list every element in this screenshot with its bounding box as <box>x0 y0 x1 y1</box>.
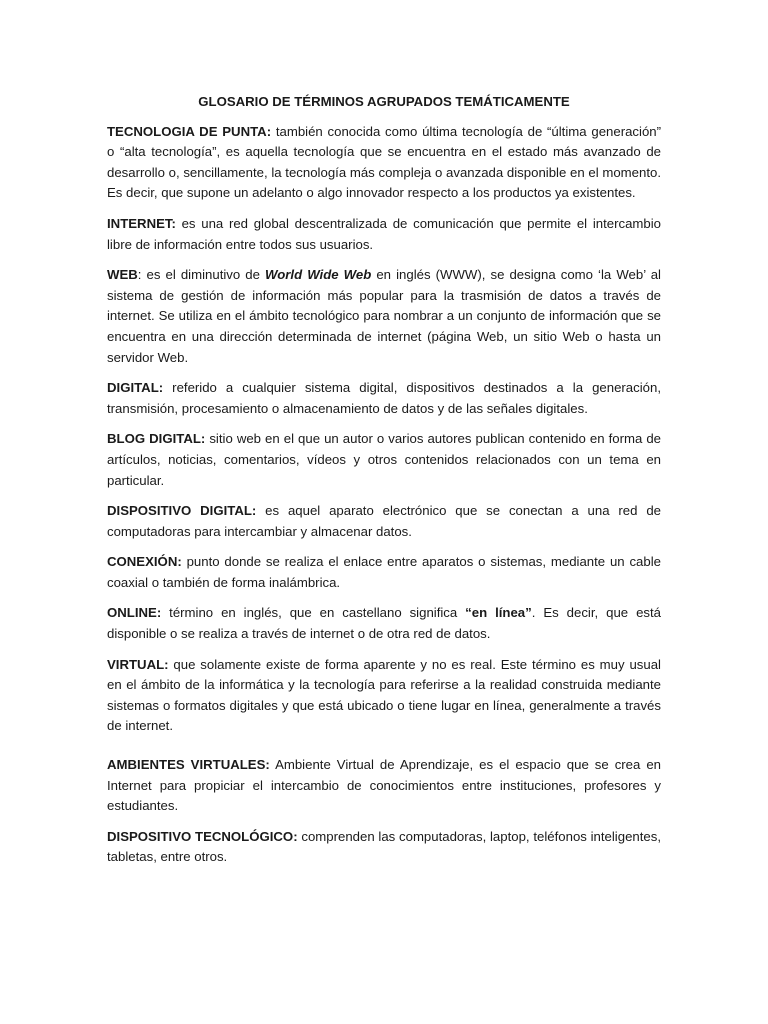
entry-term: DISPOSITIVO DIGITAL: <box>107 503 257 519</box>
entry-term: AMBIENTES VIRTUALES: <box>107 757 270 773</box>
entry-emphasis: “en línea” <box>465 605 532 621</box>
entry-definition: también conocida como última tecnología de “última generación” o “alta tecnología”, es aquella tecnología que se encuentra en el estado más avanzado de desarrollo o, sencillamente, la tecnología más compleja o avanzada disponible en el momento. Es decir, que supone un adelanto o algo innovador respecto a los productos ya existentes. <box>107 123 662 201</box>
glossary-entry-dispositivo-tecnologico <box>107 827 661 868</box>
entry-term: DISPOSITIVO TECNOLÓGICO: <box>107 828 298 844</box>
glossary-entry-blog-digital <box>107 429 661 491</box>
entry-term: ONLINE: <box>107 605 162 621</box>
glossary-entry-internet <box>107 214 661 255</box>
entry-definition: punto donde se realiza el enlace entre aparatos o sistemas, mediante un cable coaxial o también de forma inalámbrica. <box>107 554 661 590</box>
entry-definition-part: : es el diminutivo de <box>137 267 266 283</box>
entry-definition: es aquel aparato electrónico que se conectan a una red de computadoras para intercambiar y almacenar datos. <box>107 503 661 539</box>
entry-definition: sitio web en el que un autor o varios autores publican contenido en forma de artículos, noticias, comentarios, vídeos y otros contenidos relacionados con un tema en particular. <box>107 431 661 488</box>
glossary-entry-conexion <box>107 552 661 593</box>
entry-definition-part: . Es decir, que está disponible o se realiza a través de internet o de otra red de datos. <box>107 605 661 642</box>
entry-term: BLOG DIGITAL: <box>107 431 206 447</box>
entry-definition: es una red global descentralizada de comunicación que permite el intercambio libre de información entre todos sus usuarios. <box>107 215 661 252</box>
entry-definition: referido a cualquier sistema digital, dispositivos destinados a la generación, transmisión, procesamiento o almacenamiento de datos y de las señales digitales. <box>107 380 661 416</box>
glossary-entry-tecnologia-de-punta <box>107 122 661 204</box>
entry-term: CONEXIÓN: <box>107 554 182 570</box>
entry-term: DIGITAL: <box>107 380 164 396</box>
entry-term: VIRTUAL: <box>107 656 169 672</box>
glossary-entry-web <box>107 265 661 368</box>
entry-definition-part: término en inglés, que en castellano significa <box>161 605 466 621</box>
glossary-entry-ambientes-virtuales <box>107 755 661 817</box>
entry-term: INTERNET: <box>107 215 176 231</box>
entry-term: TECNOLOGIA DE PUNTA: <box>107 123 272 139</box>
entry-term: WEB <box>107 267 138 283</box>
glossary-entry-dispositivo-digital <box>107 501 661 542</box>
glossary-entry-virtual <box>107 655 661 737</box>
entry-definition: comprenden las computadoras, laptop, teléfonos inteligentes, tabletas, entre otros. <box>107 828 661 865</box>
glossary-entry-digital <box>107 378 661 419</box>
entry-emphasis: World Wide Web <box>265 267 372 283</box>
entry-definition: que solamente existe de forma aparente y no es real. Este término es muy usual en el ámbito de la informática y la tecnología para referirse a la realidad construida mediante sistemas o formatos digitales y que está ubicado o tiene lugar en línea, generalmente a través de internet. <box>107 656 661 734</box>
document-title: GLOSARIO DE TÉRMINOS AGRUPADOS TEMÁTICAMENTE <box>198 94 570 109</box>
document-body <box>107 92 661 878</box>
entry-definition: Ambiente Virtual de Aprendizaje, es el espacio que se crea en Internet para propiciar el intercambio de conocimientos entre instituciones, profesores y estudiantes. <box>107 757 662 814</box>
glossary-entry-online <box>107 603 661 644</box>
entry-definition-part: en inglés (WWW), se designa como ‘la Web’ al sistema de gestión de información más popular para la trasmisión de datos a través de internet. Se utiliza en el ámbito tecnológico para nombrar a un conjunto de información que se encuentra en una dirección determinada de internet (página Web, un sitio Web o hasta un servidor Web. <box>107 267 661 365</box>
